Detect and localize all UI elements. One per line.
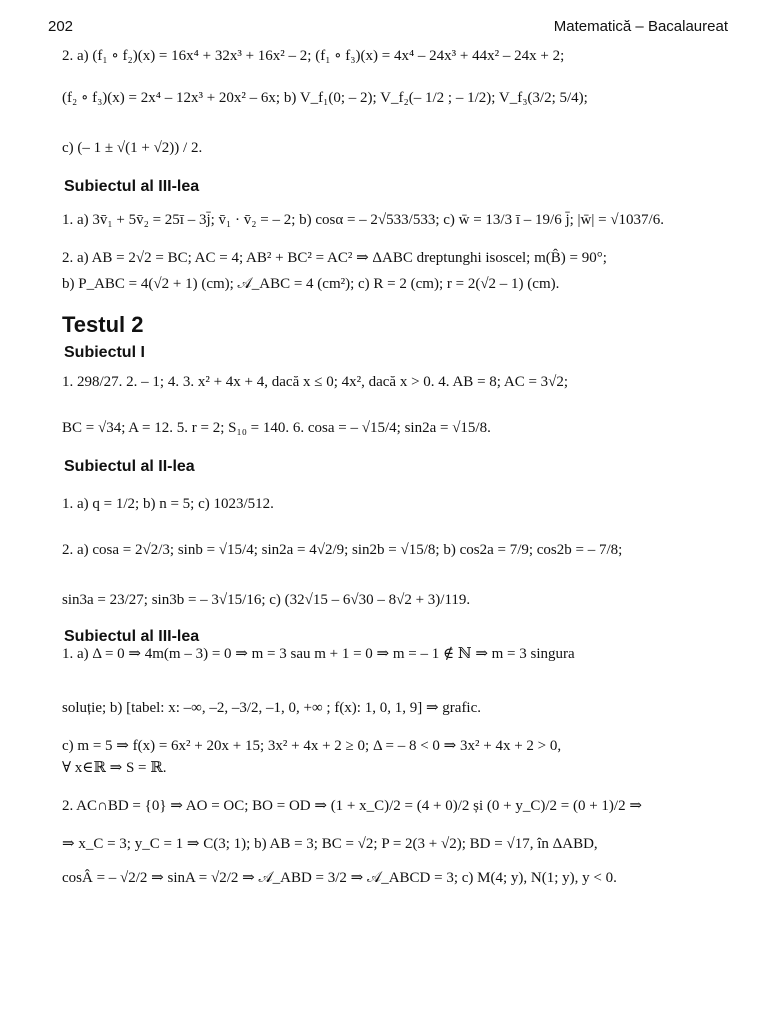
- answer-line: c) m = 5 ⇒ f(x) = 6x² + 20x + 15; 3x² + 4x + 2 ≥ 0; Δ = – 8 < 0 ⇒ 3x² + 4x + 2 > 0,: [62, 738, 562, 754]
- answer-line: 1. a) Δ = 0 ⇒ 4m(m – 3) = 0 ⇒ m = 3 sau m + 1 = 0 ⇒ m = – 1 ∉ ℕ ⇒ m = 3 singura: [62, 646, 575, 662]
- answer-line: 2. a) cosa = 2√2/3; sinb = √15/4; sin2a = 4√2/9; sin2b = √15/8; b) cos2a = 7/9; cos2b = – 7/8;: [62, 542, 623, 558]
- answer-line: 2. a) (f₁ ∘ f₂)(x) = 16x⁴ + 32x³ + 16x² – 2; (f₁ ∘ f₃)(x) = 4x⁴ – 24x³ + 44x² – 24x + 2;: [62, 48, 565, 64]
- answer-line: 2. a) AB = 2√2 = BC; AC = 4; AB² + BC² = AC² ⇒ ΔABC dreptunghi isoscel; m(B̂) = 90°;: [62, 250, 607, 266]
- answer-line: cosÂ = – √2/2 ⇒ sinA = √2/2 ⇒ 𝒜_ABD = 3/2 ⇒ 𝒜_ABCD = 3; c) M(4; y), N(1; y), y < 0.: [62, 870, 617, 886]
- book-title: Matematică – Bacalaureat: [553, 18, 728, 35]
- section-heading: Subiectul I: [64, 344, 145, 361]
- section-heading: Subiectul al III-lea: [64, 178, 200, 195]
- page-number: 202: [48, 18, 74, 35]
- answer-line: soluție; b) [tabel: x: –∞, –2, –3/2, –1, 0, +∞ ; f(x): 1, 0, 1, 9] ⇒ grafic.: [62, 700, 482, 716]
- answer-line: 2. AC∩BD = {0} ⇒ AO = OC; BO = OD ⇒ (1 + x_C)/2 = (4 + 0)/2 și (0 + y_C)/2 = (0 + 1)/2 ⇒: [62, 798, 642, 814]
- answer-line: ⇒ x_C = 3; y_C = 1 ⇒ C(3; 1); b) AB = 3; BC = √2; P = 2(3 + √2); BD = √17, în ΔABD,: [62, 836, 598, 852]
- answer-line: c) (– 1 ± √(1 + √2)) / 2.: [62, 140, 203, 156]
- section-heading: Subiectul al II-lea: [64, 458, 195, 475]
- answer-line: BC = √34; A = 12. 5. r = 2; S₁₀ = 140. 6. cosa = – √15/4; sin2a = √15/8.: [62, 420, 491, 436]
- answer-line: (f₂ ∘ f₃)(x) = 2x⁴ – 12x³ + 20x² – 6x; b) V_f₁(0; – 2); V_f₂(– 1/2 ; – 1/2); V_f₃(3/2; 5/4);: [62, 90, 588, 106]
- answer-line: 1. a) 3v̄₁ + 5v̄₂ = 25ī – 3j̄; v̄₁ · v̄₂ = – 2; b) cosα = – 2√533/533; c) w̄ = 13/3 ī – 19/6 j̄; |w̄| = √1037/6.: [62, 212, 664, 228]
- answer-line: 1. 298/27. 2. – 1; 4. 3. x² + 4x + 4, dacă x ≤ 0; 4x², dacă x > 0. 4. AB = 8; AC = 3√2;: [62, 374, 569, 390]
- test-title: Testul 2: [62, 312, 144, 337]
- answer-line: sin3a = 23/27; sin3b = – 3√15/16; c) (32√15 – 6√30 – 8√2 + 3)/119.: [62, 592, 471, 608]
- section-heading: Subiectul al III-lea: [64, 628, 200, 645]
- answer-line: 1. a) q = 1/2; b) n = 5; c) 1023/512.: [62, 496, 274, 512]
- running-header: [48, 18, 728, 40]
- answer-line: ∀ x∈ℝ ⇒ S = ℝ.: [62, 760, 167, 776]
- answer-line: b) P_ABC = 4(√2 + 1) (cm); 𝒜_ABC = 4 (cm²); c) R = 2 (cm); r = 2(√2 – 1) (cm).: [62, 276, 560, 292]
